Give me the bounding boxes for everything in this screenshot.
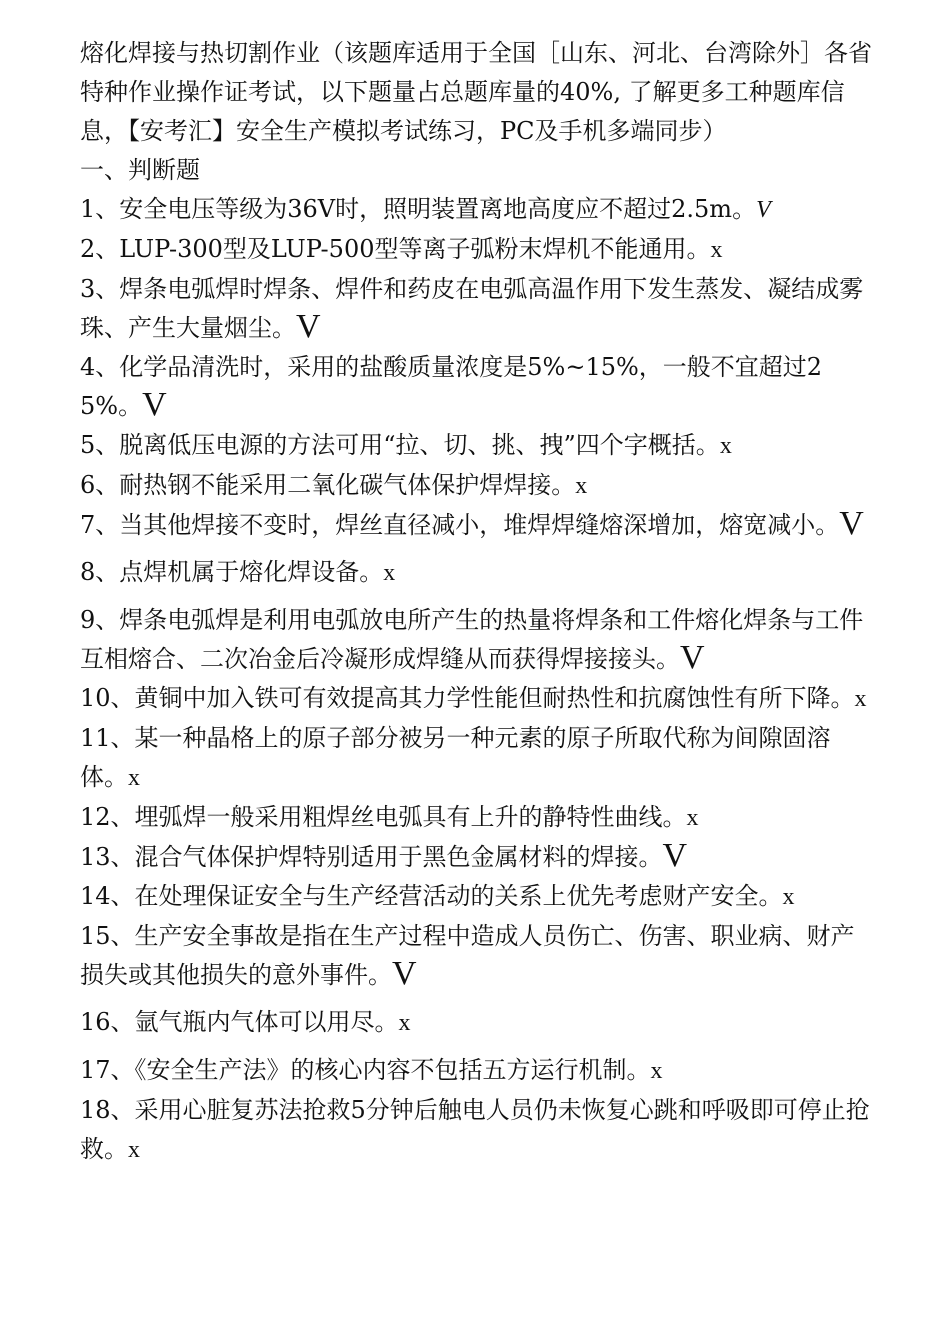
answer-mark: x: [128, 1137, 140, 1163]
question-item: [80, 798, 875, 838]
answer-mark: V: [142, 386, 167, 423]
answer-mark: x: [398, 1010, 411, 1036]
answer-mark: x: [650, 1058, 663, 1084]
question-item: [80, 506, 875, 545]
question-text: 17、《安全生产法》的核心内容不包括五方运行机制。: [80, 1056, 651, 1084]
question-text: 16、氩气瓶内气体可以用尽。: [80, 1008, 399, 1036]
question-text: 5、脱离低压电源的方法可用“拉、切、挑、拽”四个字概括。: [80, 431, 720, 459]
question-text: 6、耐热钢不能采用二氧化碳气体保护焊焊接。: [80, 471, 576, 499]
question-item: [80, 838, 875, 877]
question-item: [80, 1003, 875, 1043]
question-item: [80, 719, 875, 798]
question-item: [80, 230, 875, 270]
answer-mark: V: [662, 837, 688, 874]
question-item: [80, 1091, 875, 1170]
question-item: [80, 1051, 875, 1091]
question-item: [80, 601, 875, 679]
question-text: 2、LUP-300型及LUP-500型等离子弧粉末焊机不能通用。: [80, 235, 711, 263]
question-item: [80, 190, 875, 230]
question-item: [80, 917, 875, 995]
question-text: 4、化学品清洗时，采用的盐酸质量浓度是5%~15%，一般不宜超过25%。: [80, 353, 823, 420]
answer-mark: x: [686, 805, 699, 831]
answer-mark: x: [854, 686, 867, 712]
question-text: 15、生产安全事故是指在生产过程中造成人员伤亡、伤害、职业病、财产损失或其他损失的意外事件。: [80, 922, 855, 989]
answer-mark: x: [782, 884, 795, 910]
question-item: [80, 877, 875, 917]
question-item: [80, 426, 875, 466]
answer-mark: x: [128, 765, 140, 791]
question-text: 7、当其他焊接不变时，焊丝直径减小，堆焊焊缝熔深增加，熔宽减小。: [80, 511, 840, 539]
answer-mark: x: [719, 433, 732, 459]
section-title: 一、判断题: [80, 156, 200, 184]
question-text: 10、黄铜中加入铁可有效提高其力学性能但耐热性和抗腐蚀性有所下降。: [80, 684, 855, 712]
question-text: 9、焊条电弧焊是利用电弧放电所产生的热量将焊条和工件熔化焊条与工件互相熔合、二次冶金后冷凝形成焊缝从而获得焊接接头。: [80, 606, 864, 673]
question-list: [80, 190, 875, 1170]
answer-mark: V: [839, 505, 864, 542]
question-text: 14、在处理保证安全与生产经营活动的关系上优先考虑财产安全。: [80, 882, 783, 910]
question-text: 3、焊条电弧焊时焊条、焊件和药皮在电弧高温作用下发生蒸发、凝结成雾珠、产生大量烟尘。: [80, 275, 864, 342]
question-item: [80, 348, 875, 426]
answer-mark: x: [575, 473, 588, 499]
question-text: 8、点焊机属于熔化焊设备。: [80, 558, 384, 586]
answer-mark: x: [710, 237, 723, 263]
document-page: [80, 34, 875, 1170]
intro-paragraph: 熔化焊接与热切割作业（该题库适用于全国［山东、河北、台湾除外］各省特种作业操作证考试，以下题量占总题库量的40%, 了解更多工种题库信息，【安考汇】安全生产模拟考试练习，PC及手机多端同步）: [80, 39, 872, 145]
question-item: [80, 466, 875, 506]
answer-mark: V: [680, 639, 705, 676]
question-text: 1、安全电压等级为36V时，照明装置离地高度应不超过2.5m。: [80, 195, 757, 223]
question-item: [80, 679, 875, 719]
question-text: 11、某一种晶格上的原子部分被另一种元素的原子所取代称为间隙固溶体。: [80, 724, 831, 791]
question-item: [80, 270, 875, 348]
answer-mark: V: [296, 308, 321, 345]
question-text: 12、埋弧焊一般采用粗焊丝电弧具有上升的静特性曲线。: [80, 803, 687, 831]
answer-mark: V: [392, 955, 417, 992]
question-item: [80, 553, 875, 593]
answer-mark: x: [383, 560, 396, 586]
question-text: 13、混合气体保护焊特别适用于黑色金属材料的焊接。: [80, 843, 663, 871]
question-text: 18、采用心脏复苏法抢救5分钟后触电人员仍未恢复心跳和呼吸即可停止抢救。: [80, 1096, 870, 1163]
answer-mark: V: [756, 197, 771, 223]
